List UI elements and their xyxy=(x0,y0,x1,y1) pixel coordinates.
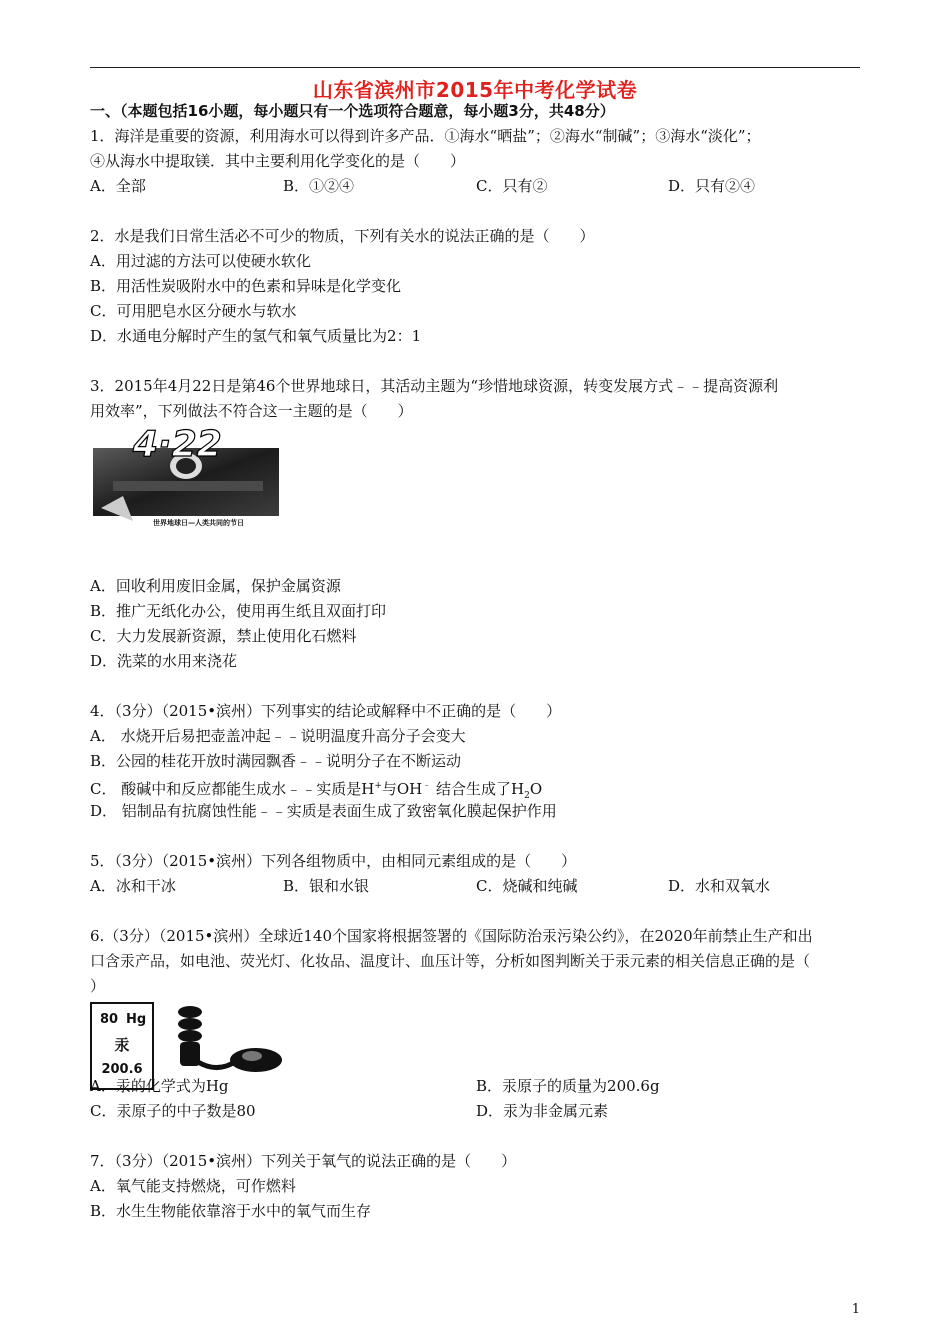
q6-option-b: B．汞原子的质量为200.6g xyxy=(476,1077,660,1095)
q3-option-a: A．回收利用废旧金属，保护金属资源 xyxy=(90,577,341,595)
earth-day-number: 4·22 xyxy=(133,426,222,465)
mercury-products-image xyxy=(168,1000,284,1080)
q4-option-a: A． 水烧开后易把壶盖冲起﹣﹣说明温度升高分子会变大 xyxy=(90,727,466,745)
element-mass: 200.6 xyxy=(101,1062,143,1077)
q5-option-b: B．银和水银 xyxy=(283,877,370,895)
q3-stem-line2: 用效率”，下列做法不符合这一主题的是（ ） xyxy=(90,402,413,420)
q1-option-a: A．全部 xyxy=(90,177,146,195)
q4-option-c-sub: 2 xyxy=(524,791,530,801)
earth-day-poster-graphic xyxy=(93,426,279,529)
q2-option-d: D．水通电分解时产生的氢气和氧气质量比为2：1 xyxy=(90,327,422,345)
q7-option-a: A．氧气能支持燃烧，可作燃料 xyxy=(90,1177,296,1195)
q4-option-c-end: 结合生成了H xyxy=(431,780,525,798)
q2-option-a: A．用过滤的方法可以使硬水软化 xyxy=(90,252,311,270)
q3-option-c: C．大力发展新资源，禁止使用化石燃料 xyxy=(90,627,357,645)
q1-option-b: B．①②④ xyxy=(283,177,355,195)
q5-option-d: D．水和双氧水 xyxy=(668,877,771,895)
q6-option-c: C．汞原子的中子数是80 xyxy=(90,1102,256,1120)
q1-stem-line2: ④从海水中提取镁．其中主要利用化学变化的是（ ） xyxy=(90,152,466,170)
q1-option-d: D．只有②④ xyxy=(668,177,756,195)
header-rule xyxy=(90,67,860,68)
q6-stem-line2: 口含汞产品，如电池、荧光灯、化妆品、温度计、血压计等，分析如图判断关于汞元素的相关信息正确的是（ xyxy=(90,952,811,970)
q6-stem-line1: 6.（3分）（2015•滨州）全球近140个国家将根据签署的《国际防治汞污染公约》，在2020年前禁止生产和出 xyxy=(90,927,813,945)
q1-option-c: C．只有② xyxy=(476,177,548,195)
q4-option-c-sup-plus: + xyxy=(374,781,382,791)
q7-stem: 7．（3分）（2015•滨州）下列关于氧气的说法正确的是（ ） xyxy=(90,1152,517,1170)
earth-day-image xyxy=(93,426,279,529)
q5-stem: 5．（3分）（2015•滨州）下列各组物质中，由相同元素组成的是（ ） xyxy=(90,852,577,870)
q5-option-c: C．烧碱和纯碱 xyxy=(476,877,578,895)
earth-day-caption: 世界地球日—人类共同的节日 xyxy=(153,519,244,527)
q4-option-b: B．公园的桂花开放时满园飘香﹣﹣说明分子在不断运动 xyxy=(90,752,462,770)
q3-option-d: D．洗菜的水用来浇花 xyxy=(90,652,238,670)
section-heading: 一、（本题包括16小题，每小题只有一个选项符合题意，每小题3分，共48分） xyxy=(90,102,615,120)
lamp-thermometer-graphic xyxy=(168,1000,284,1080)
q6-option-d: D．汞为非金属元素 xyxy=(476,1102,609,1120)
q2-option-b: B．用活性炭吸附水中的色素和异味是化学变化 xyxy=(90,277,402,295)
q5-option-a: A．冰和干冰 xyxy=(90,877,176,895)
q6-stem-line3: ） xyxy=(90,977,106,995)
q4-stem: 4．（3分）（2015•滨州）下列事实的结论或解释中不正确的是（ ） xyxy=(90,702,562,720)
page-number: 1 xyxy=(851,1302,860,1317)
q4-option-c-mid: 与OH xyxy=(381,780,423,798)
element-name: 汞 xyxy=(114,1036,130,1054)
q4-option-c-sup-minus: ﹣ xyxy=(422,781,432,791)
q2-stem: 2．水是我们日常生活必不可少的物质，下列有关水的说法正确的是（ ） xyxy=(90,227,595,245)
q4-option-d: D． 铝制品有抗腐蚀性能﹣﹣实质是表面生成了致密氧化膜起保护作用 xyxy=(90,802,557,820)
element-symbol: Hg xyxy=(126,1012,147,1027)
q3-option-b: B．推广无纸化办公，使用再生纸且双面打印 xyxy=(90,602,387,620)
page-title: 山东省滨州市2015年中考化学试卷 xyxy=(312,78,638,102)
q2-option-c: C．可用肥皂水区分硬水与软水 xyxy=(90,302,297,320)
q3-stem-line1: 3．2015年4月22日是第46个世界地球日，其活动主题为“珍惜地球资源，转变发展方式﹣﹣提高资源利 xyxy=(90,377,779,395)
q4-option-c-text: C． 酸碱中和反应都能生成水﹣﹣实质是H xyxy=(90,780,375,798)
element-number: 80 xyxy=(100,1012,119,1027)
q6-option-a: A．汞的化学式为Hg xyxy=(90,1077,229,1095)
q1-stem-line1: 1．海洋是重要的资源，利用海水可以得到许多产品．①海水“晒盐”；②海水“制碱”；③海水“淡化”； xyxy=(90,127,761,145)
q7-option-b: B．水生生物能依靠溶于水中的氧气而生存 xyxy=(90,1202,372,1220)
q4-option-c-tail: O xyxy=(529,780,543,798)
